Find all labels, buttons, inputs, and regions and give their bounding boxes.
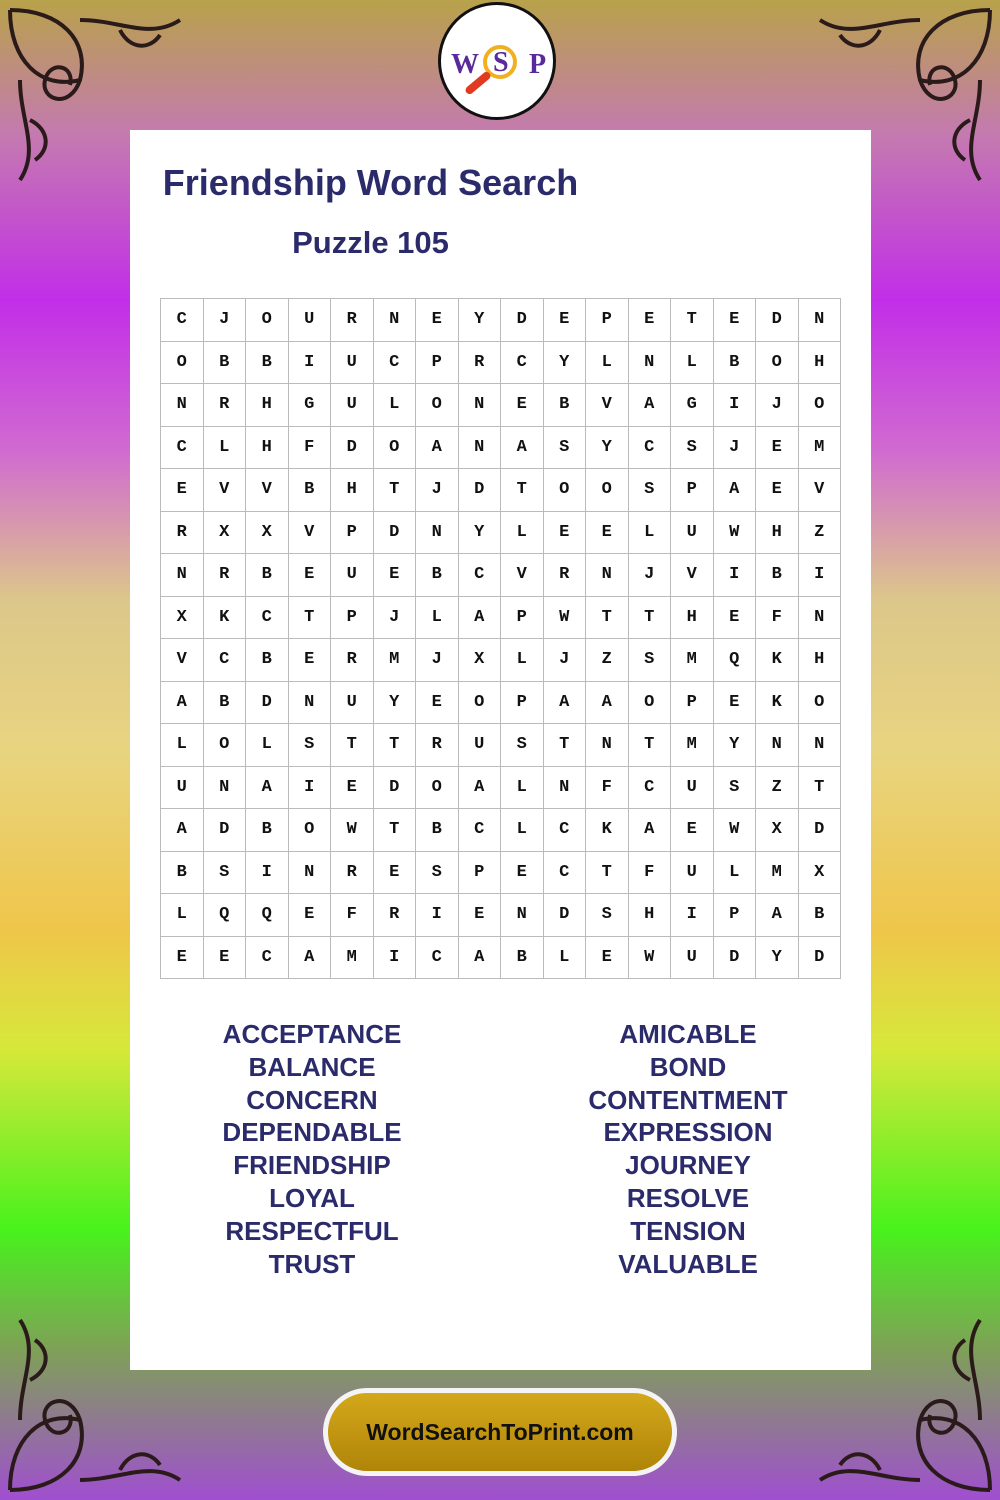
grid-cell[interactable]: E — [374, 554, 417, 597]
grid-cell[interactable]: H — [246, 427, 289, 470]
grid-cell[interactable]: L — [246, 724, 289, 767]
grid-cell[interactable]: J — [544, 639, 587, 682]
grid-cell[interactable]: B — [501, 937, 544, 980]
grid-cell[interactable]: A — [289, 937, 332, 980]
grid-cell[interactable]: V — [799, 469, 842, 512]
grid-cell[interactable]: A — [459, 597, 502, 640]
word-list-item: EXPRESSION — [603, 1117, 773, 1148]
grid-cell[interactable]: C — [629, 767, 672, 810]
grid-cell[interactable]: E — [544, 299, 587, 342]
grid-cell[interactable]: Y — [374, 682, 417, 725]
site-logo[interactable] — [438, 2, 556, 120]
grid-cell[interactable]: A — [586, 682, 629, 725]
grid-cell[interactable]: G — [671, 384, 714, 427]
grid-cell[interactable]: L — [501, 809, 544, 852]
grid-cell[interactable]: E — [714, 597, 757, 640]
grid-cell[interactable]: O — [416, 384, 459, 427]
grid-cell[interactable]: J — [629, 554, 672, 597]
grid-cell[interactable]: B — [416, 554, 459, 597]
grid-cell[interactable]: B — [246, 639, 289, 682]
grid-cell[interactable]: M — [756, 852, 799, 895]
grid-cell[interactable]: Y — [544, 342, 587, 385]
grid-cell[interactable]: T — [289, 597, 332, 640]
grid-cell[interactable]: F — [756, 597, 799, 640]
grid-cell[interactable]: N — [501, 894, 544, 937]
grid-cell[interactable]: S — [586, 894, 629, 937]
grid-cell[interactable]: S — [416, 852, 459, 895]
grid-cell[interactable]: X — [204, 512, 247, 555]
word-list-item: ACCEPTANCE — [222, 1019, 402, 1049]
grid-cell[interactable]: E — [671, 809, 714, 852]
grid-cell[interactable]: J — [416, 639, 459, 682]
grid-cell[interactable]: L — [586, 342, 629, 385]
grid-cell[interactable]: C — [459, 554, 502, 597]
grid-cell[interactable]: T — [671, 299, 714, 342]
grid-cell[interactable]: B — [246, 554, 289, 597]
grid-cell[interactable]: J — [756, 384, 799, 427]
grid-cell[interactable]: H — [629, 894, 672, 937]
grid-cell[interactable]: N — [161, 384, 204, 427]
grid-cell[interactable]: S — [289, 724, 332, 767]
grid-cell[interactable]: E — [331, 767, 374, 810]
word-list-item: BALANCE — [248, 1051, 376, 1082]
grid-cell[interactable]: N — [586, 724, 629, 767]
grid-cell[interactable]: I — [714, 384, 757, 427]
grid-cell[interactable]: I — [799, 554, 842, 597]
grid-cell[interactable]: W — [714, 809, 757, 852]
grid-cell[interactable]: T — [586, 597, 629, 640]
word-list-item: TRUST — [268, 1248, 356, 1279]
grid-cell[interactable]: P — [501, 597, 544, 640]
grid-cell[interactable]: B — [799, 894, 842, 937]
grid-cell[interactable]: H — [246, 384, 289, 427]
grid-cell[interactable]: X — [756, 809, 799, 852]
grid-cell[interactable]: T — [799, 767, 842, 810]
grid-cell[interactable]: T — [629, 724, 672, 767]
grid-cell[interactable]: A — [501, 427, 544, 470]
grid-cell[interactable]: O — [799, 682, 842, 725]
grid-cell[interactable]: F — [586, 767, 629, 810]
grid-cell[interactable]: N — [799, 597, 842, 640]
grid-cell[interactable]: E — [501, 384, 544, 427]
grid-cell[interactable]: I — [416, 894, 459, 937]
grid-cell[interactable]: E — [714, 299, 757, 342]
grid-cell[interactable]: E — [289, 554, 332, 597]
grid-cell[interactable]: I — [289, 767, 332, 810]
grid-cell[interactable]: T — [544, 724, 587, 767]
word-list-item: JOURNEY — [625, 1150, 751, 1181]
grid-cell[interactable]: W — [331, 809, 374, 852]
grid-cell[interactable]: O — [374, 427, 417, 470]
grid-cell[interactable]: B — [289, 469, 332, 512]
grid-cell[interactable]: U — [331, 384, 374, 427]
grid-cell[interactable]: I — [714, 554, 757, 597]
grid-cell[interactable]: B — [246, 342, 289, 385]
word-list-item: FRIENDSHIP — [233, 1150, 391, 1181]
grid-cell[interactable]: E — [756, 469, 799, 512]
grid-cell[interactable]: E — [416, 682, 459, 725]
grid-cell[interactable]: C — [246, 597, 289, 640]
grid-cell[interactable]: E — [289, 639, 332, 682]
grid-cell[interactable]: O — [799, 384, 842, 427]
grid-cell[interactable]: N — [756, 724, 799, 767]
grid-cell[interactable]: V — [289, 512, 332, 555]
grid-cell[interactable]: S — [501, 724, 544, 767]
grid-cell[interactable]: R — [374, 894, 417, 937]
grid-cell[interactable]: V — [161, 639, 204, 682]
grid-cell[interactable]: R — [331, 852, 374, 895]
grid-cell[interactable]: Q — [714, 639, 757, 682]
grid-cell[interactable]: Y — [714, 724, 757, 767]
grid-cell[interactable]: M — [671, 724, 714, 767]
logo-letter-w: W — [451, 49, 479, 80]
grid-cell[interactable]: B — [714, 342, 757, 385]
grid-cell[interactable]: F — [289, 427, 332, 470]
grid-cell[interactable]: E — [586, 512, 629, 555]
grid-cell[interactable]: E — [416, 299, 459, 342]
grid-cell[interactable]: K — [204, 597, 247, 640]
grid-cell[interactable]: O — [756, 342, 799, 385]
word-list-item: CONCERN — [246, 1084, 378, 1115]
grid-cell[interactable]: C — [544, 809, 587, 852]
grid-cell[interactable]: B — [756, 554, 799, 597]
grid-cell[interactable]: E — [714, 682, 757, 725]
grid-cell[interactable]: T — [586, 852, 629, 895]
grid-cell[interactable]: O — [586, 469, 629, 512]
grid-cell[interactable]: R — [331, 639, 374, 682]
grid-cell[interactable]: Q — [246, 894, 289, 937]
grid-cell[interactable]: N — [586, 554, 629, 597]
grid-cell[interactable]: N — [416, 512, 459, 555]
grid-cell[interactable]: A — [629, 384, 672, 427]
grid-cell[interactable]: S — [714, 767, 757, 810]
grid-cell[interactable]: P — [714, 894, 757, 937]
grid-cell[interactable]: U — [671, 852, 714, 895]
grid-cell[interactable]: R — [416, 724, 459, 767]
grid-cell[interactable]: R — [204, 384, 247, 427]
grid-cell[interactable]: U — [161, 767, 204, 810]
grid-cell[interactable]: Z — [799, 512, 842, 555]
grid-cell[interactable]: N — [459, 427, 502, 470]
word-list-item: TENSION — [630, 1215, 746, 1246]
grid-cell[interactable]: H — [671, 597, 714, 640]
grid-cell[interactable]: Y — [586, 427, 629, 470]
grid-cell[interactable]: P — [586, 299, 629, 342]
grid-cell[interactable]: U — [331, 682, 374, 725]
grid-cell[interactable]: A — [161, 809, 204, 852]
puzzle-number: Puzzle 105 — [292, 225, 449, 260]
grid-cell[interactable]: O — [161, 342, 204, 385]
grid-cell[interactable]: W — [714, 512, 757, 555]
grid-cell[interactable]: S — [204, 852, 247, 895]
grid-cell[interactable]: C — [161, 427, 204, 470]
grid-cell[interactable]: V — [671, 554, 714, 597]
grid-cell[interactable]: D — [459, 469, 502, 512]
word-list-item: RESPECTFUL — [225, 1215, 399, 1246]
grid-cell[interactable]: N — [544, 767, 587, 810]
grid-cell[interactable]: N — [204, 767, 247, 810]
grid-cell[interactable]: U — [289, 299, 332, 342]
grid-cell[interactable]: I — [246, 852, 289, 895]
grid-cell[interactable]: M — [331, 937, 374, 980]
grid-cell[interactable]: U — [459, 724, 502, 767]
grid-cell[interactable]: Z — [586, 639, 629, 682]
grid-cell[interactable]: L — [714, 852, 757, 895]
grid-cell[interactable]: V — [501, 554, 544, 597]
grid-cell[interactable]: A — [714, 469, 757, 512]
grid-cell[interactable]: Y — [459, 299, 502, 342]
grid-cell[interactable]: L — [501, 767, 544, 810]
grid-cell[interactable]: P — [331, 512, 374, 555]
grid-cell[interactable]: W — [629, 937, 672, 980]
grid-cell[interactable]: P — [501, 682, 544, 725]
grid-cell[interactable]: D — [544, 894, 587, 937]
grid-cell[interactable]: X — [799, 852, 842, 895]
grid-cell[interactable]: C — [459, 809, 502, 852]
grid-cell[interactable]: U — [331, 342, 374, 385]
grid-cell[interactable]: J — [204, 299, 247, 342]
grid-cell[interactable]: C — [501, 342, 544, 385]
grid-cell[interactable]: E — [374, 852, 417, 895]
word-list-item: AMICABLE — [619, 1019, 757, 1049]
grid-cell[interactable]: E — [161, 469, 204, 512]
grid-cell[interactable]: E — [289, 894, 332, 937]
grid-cell[interactable]: X — [246, 512, 289, 555]
grid-cell[interactable]: A — [629, 809, 672, 852]
grid-cell[interactable]: R — [161, 512, 204, 555]
grid-cell[interactable]: V — [586, 384, 629, 427]
grid-cell[interactable]: T — [374, 724, 417, 767]
grid-cell[interactable]: C — [416, 937, 459, 980]
grid-cell[interactable]: I — [671, 894, 714, 937]
grid-cell[interactable]: L — [161, 724, 204, 767]
grid-cell[interactable]: S — [544, 427, 587, 470]
grid-cell[interactable]: K — [756, 639, 799, 682]
grid-cell[interactable]: X — [459, 639, 502, 682]
grid-cell[interactable]: D — [714, 937, 757, 980]
grid-cell[interactable]: N — [289, 852, 332, 895]
grid-cell[interactable]: L — [374, 384, 417, 427]
grid-cell[interactable]: A — [544, 682, 587, 725]
grid-cell[interactable]: T — [374, 469, 417, 512]
grid-cell[interactable]: D — [799, 937, 842, 980]
grid-cell[interactable]: C — [204, 639, 247, 682]
word-list-item: LOYAL — [269, 1182, 355, 1213]
grid-cell[interactable]: K — [586, 809, 629, 852]
grid-cell[interactable]: Q — [204, 894, 247, 937]
grid-cell[interactable]: F — [331, 894, 374, 937]
grid-cell[interactable]: E — [586, 937, 629, 980]
letter-grid — [160, 298, 841, 979]
word-list-item: CONTENTMENT — [588, 1084, 788, 1115]
grid-cell[interactable]: V — [246, 469, 289, 512]
grid-cell[interactable]: C — [629, 427, 672, 470]
grid-cell[interactable]: I — [289, 342, 332, 385]
grid-cell[interactable]: M — [374, 639, 417, 682]
grid-cell[interactable]: T — [629, 597, 672, 640]
grid-cell[interactable]: B — [204, 342, 247, 385]
grid-cell[interactable]: C — [161, 299, 204, 342]
grid-cell[interactable]: R — [204, 554, 247, 597]
word-list-item: BOND — [649, 1051, 727, 1082]
grid-cell[interactable]: N — [161, 554, 204, 597]
grid-cell[interactable]: N — [289, 682, 332, 725]
grid-cell[interactable]: O — [629, 682, 672, 725]
grid-cell[interactable]: H — [799, 342, 842, 385]
grid-cell[interactable]: I — [374, 937, 417, 980]
grid-cell[interactable]: U — [671, 512, 714, 555]
grid-cell[interactable]: J — [374, 597, 417, 640]
grid-cell[interactable]: N — [374, 299, 417, 342]
grid-cell[interactable]: D — [756, 299, 799, 342]
word-list-left — [122, 1018, 502, 1280]
grid-cell[interactable]: N — [459, 384, 502, 427]
grid-cell[interactable]: E — [756, 427, 799, 470]
logo-letter-s: S — [493, 47, 509, 78]
grid-cell[interactable]: D — [799, 809, 842, 852]
grid-cell[interactable]: A — [416, 427, 459, 470]
grid-cell[interactable]: O — [544, 469, 587, 512]
grid-cell[interactable]: L — [416, 597, 459, 640]
grid-cell[interactable]: U — [331, 554, 374, 597]
grid-cell[interactable]: A — [246, 767, 289, 810]
grid-cell[interactable]: P — [671, 682, 714, 725]
grid-cell[interactable]: E — [501, 852, 544, 895]
grid-cell[interactable]: R — [544, 554, 587, 597]
grid-cell[interactable]: Y — [459, 512, 502, 555]
grid-cell[interactable]: R — [331, 299, 374, 342]
grid-cell[interactable]: J — [416, 469, 459, 512]
grid-cell[interactable]: A — [756, 894, 799, 937]
grid-cell[interactable]: O — [289, 809, 332, 852]
grid-cell[interactable]: F — [629, 852, 672, 895]
grid-cell[interactable]: Z — [756, 767, 799, 810]
grid-cell[interactable]: B — [161, 852, 204, 895]
grid-cell[interactable]: K — [756, 682, 799, 725]
grid-cell[interactable]: R — [459, 342, 502, 385]
grid-cell[interactable]: L — [501, 639, 544, 682]
word-list-item: RESOLVE — [626, 1182, 750, 1213]
grid-cell[interactable]: L — [161, 894, 204, 937]
grid-cell[interactable]: L — [629, 512, 672, 555]
page-title: Friendship Word Search — [162, 162, 579, 203]
grid-cell[interactable]: O — [246, 299, 289, 342]
grid-cell[interactable]: H — [756, 512, 799, 555]
site-url-badge[interactable]: WordSearchToPrint.com — [323, 1388, 677, 1476]
grid-cell[interactable]: A — [161, 682, 204, 725]
grid-cell[interactable]: S — [671, 427, 714, 470]
grid-cell[interactable]: D — [374, 512, 417, 555]
grid-cell[interactable]: T — [331, 724, 374, 767]
grid-cell[interactable]: B — [204, 682, 247, 725]
grid-cell[interactable]: C — [246, 937, 289, 980]
grid-cell[interactable]: D — [331, 427, 374, 470]
grid-cell[interactable]: E — [204, 937, 247, 980]
grid-cell[interactable]: P — [416, 342, 459, 385]
grid-cell[interactable]: C — [544, 852, 587, 895]
grid-cell[interactable]: C — [374, 342, 417, 385]
grid-cell[interactable]: W — [544, 597, 587, 640]
grid-cell[interactable]: D — [204, 809, 247, 852]
grid-cell[interactable]: E — [544, 512, 587, 555]
grid-cell[interactable]: O — [204, 724, 247, 767]
grid-cell[interactable]: L — [544, 937, 587, 980]
grid-cell[interactable]: T — [501, 469, 544, 512]
grid-cell[interactable]: B — [246, 809, 289, 852]
grid-cell[interactable]: B — [416, 809, 459, 852]
grid-cell[interactable]: N — [799, 299, 842, 342]
grid-cell[interactable]: P — [331, 597, 374, 640]
grid-cell[interactable]: P — [459, 852, 502, 895]
grid-cell[interactable]: A — [459, 767, 502, 810]
grid-cell[interactable]: A — [459, 937, 502, 980]
grid-cell[interactable]: M — [671, 639, 714, 682]
grid-cell[interactable]: G — [289, 384, 332, 427]
grid-cell[interactable]: Y — [756, 937, 799, 980]
grid-cell[interactable]: M — [799, 427, 842, 470]
logo-letter-p: P — [529, 49, 547, 80]
grid-cell[interactable]: V — [204, 469, 247, 512]
word-list-item: VALUABLE — [618, 1248, 758, 1279]
grid-cell[interactable]: D — [501, 299, 544, 342]
grid-cell[interactable]: D — [374, 767, 417, 810]
grid-cell[interactable]: H — [331, 469, 374, 512]
grid-cell[interactable]: N — [799, 724, 842, 767]
grid-cell[interactable]: X — [161, 597, 204, 640]
word-list-item: DEPENDABLE — [222, 1117, 402, 1148]
grid-cell[interactable]: L — [501, 512, 544, 555]
grid-cell[interactable]: U — [671, 937, 714, 980]
grid-cell[interactable]: E — [629, 299, 672, 342]
grid-cell[interactable]: E — [459, 894, 502, 937]
grid-cell[interactable]: S — [629, 639, 672, 682]
word-list-right — [498, 1018, 878, 1280]
grid-cell[interactable]: O — [459, 682, 502, 725]
grid-cell[interactable]: E — [161, 937, 204, 980]
grid-cell[interactable]: D — [246, 682, 289, 725]
grid-cell[interactable]: N — [629, 342, 672, 385]
grid-cell[interactable]: U — [671, 767, 714, 810]
grid-cell[interactable]: B — [544, 384, 587, 427]
grid-cell[interactable]: S — [629, 469, 672, 512]
grid-cell[interactable]: H — [799, 639, 842, 682]
grid-cell[interactable]: L — [671, 342, 714, 385]
grid-cell[interactable]: O — [416, 767, 459, 810]
grid-cell[interactable]: T — [374, 809, 417, 852]
grid-cell[interactable]: J — [714, 427, 757, 470]
grid-cell[interactable]: P — [671, 469, 714, 512]
grid-cell[interactable]: L — [204, 427, 247, 470]
